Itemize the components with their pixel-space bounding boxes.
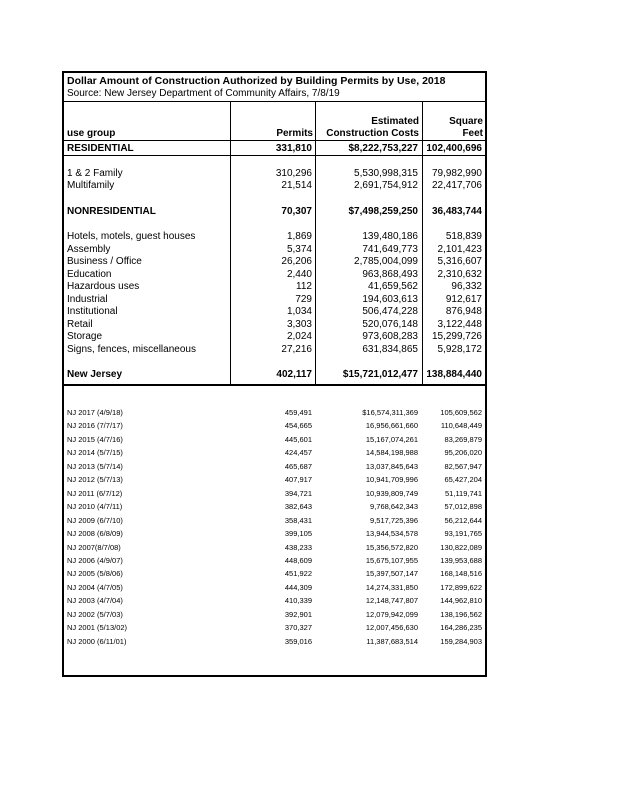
row-costs: 14,584,198,988	[365, 448, 418, 458]
history-row	[67, 636, 482, 647]
divider-title	[62, 101, 487, 102]
header-costs-line2: Construction Costs	[326, 128, 419, 139]
row-sqft: 130,822,089	[440, 542, 482, 552]
row-label: Institutional	[67, 306, 118, 317]
row-costs: 15,675,107,955	[365, 555, 418, 565]
table-row	[67, 319, 482, 331]
history-row	[67, 515, 482, 526]
row-costs: 15,397,507,147	[365, 569, 418, 579]
row-label: NJ 2003 (4/7/04)	[67, 596, 123, 606]
history-row	[67, 528, 482, 539]
row-permits: 112	[296, 281, 312, 292]
header-use-group: use group	[67, 128, 116, 139]
row-label: NJ 2015 (4/7/16)	[67, 434, 123, 444]
row-costs: 12,007,456,630	[365, 623, 418, 633]
row-permits: 407,917	[284, 475, 312, 485]
row-label: Retail	[67, 318, 93, 330]
row-sqft: 57,012,898	[444, 502, 482, 512]
row-sqft: 96,332	[451, 281, 482, 292]
row-label: NONRESIDENTIAL	[67, 206, 156, 217]
table-row	[67, 344, 482, 356]
history-row	[67, 609, 482, 620]
row-label: NJ 2001 (5/13/02)	[67, 623, 128, 633]
row-sqft: 139,953,688	[440, 555, 482, 565]
row-costs: 14,274,331,850	[365, 582, 418, 592]
row-permits: 27,216	[281, 343, 312, 355]
row-costs: 2,785,004,099	[354, 256, 418, 267]
row-permits: 444,309	[284, 582, 312, 592]
row-label: NJ 2017 (4/9/18)	[67, 408, 123, 417]
row-permits: 21,514	[281, 180, 312, 191]
row-sqft: 2,310,632	[437, 268, 482, 280]
row-permits: 410,339	[284, 596, 312, 606]
row-permits: 729	[295, 293, 312, 305]
row-costs: 12,079,942,099	[365, 609, 418, 619]
row-sqft: 83,269,879	[444, 434, 482, 444]
history-row	[67, 447, 482, 458]
row-permits: 2,024	[286, 331, 312, 342]
row-sqft: 51,119,741	[445, 488, 482, 498]
row-sqft: 65,427,204	[444, 475, 482, 485]
row-costs: 13,944,534,578	[365, 529, 418, 539]
row-costs: 11,387,683,514	[366, 636, 418, 646]
table-row-residential	[67, 143, 482, 155]
row-sqft: 36,483,744	[431, 206, 482, 217]
row-costs: 9,517,725,396	[370, 515, 418, 525]
history-row	[67, 407, 482, 418]
row-label: Storage	[67, 331, 103, 342]
row-permits: 5,374	[286, 243, 312, 255]
row-permits: 424,457	[284, 448, 312, 458]
row-costs: 973,608,283	[362, 331, 418, 342]
row-sqft: 172,899,622	[440, 582, 482, 592]
row-costs: $16,574,311,369	[362, 408, 418, 417]
header-sqft-line1: Square	[449, 116, 483, 127]
row-costs: 12,148,747,807	[365, 596, 418, 606]
row-sqft: 138,884,440	[426, 369, 482, 380]
row-sqft: 93,191,765	[444, 529, 482, 539]
row-permits: 2,440	[286, 268, 312, 280]
row-sqft: 15,299,726	[431, 331, 482, 342]
row-costs: 10,939,809,749	[365, 488, 418, 498]
row-sqft: 5,928,172	[437, 343, 482, 355]
row-permits: 392,901	[284, 609, 312, 619]
row-costs: 194,603,613	[362, 293, 418, 305]
row-label: NJ 2010 (4/7/11)	[67, 502, 123, 512]
row-sqft: 912,617	[445, 293, 482, 305]
header-permits: Permits	[276, 128, 313, 139]
table-row-nonresidential	[67, 206, 482, 218]
row-costs: 9,768,642,343	[370, 502, 418, 512]
row-permits: 402,117	[276, 369, 312, 380]
history-row	[67, 434, 482, 445]
row-label: NJ 2006 (4/9/07)	[67, 555, 123, 565]
row-label: Education	[67, 268, 112, 280]
divider-history	[62, 384, 487, 386]
row-costs: 13,037,845,643	[365, 461, 418, 471]
row-costs: 41,659,562	[367, 281, 418, 292]
row-sqft: 79,982,990	[431, 168, 482, 179]
row-permits: 331,810	[275, 143, 312, 154]
row-sqft: 164,286,235	[440, 623, 482, 633]
row-label: Assembly	[67, 243, 111, 255]
row-label: NJ 2004 (4/7/05)	[67, 582, 123, 592]
row-permits: 448,609	[284, 555, 312, 565]
row-permits: 445,601	[284, 434, 312, 444]
row-sqft: 5,316,607	[437, 256, 482, 267]
row-sqft: 168,148,516	[440, 569, 482, 579]
history-row	[67, 582, 482, 593]
history-row	[67, 542, 482, 553]
row-permits: 399,105	[284, 529, 312, 539]
row-sqft: 138,196,562	[440, 609, 482, 619]
row-permits: 454,665	[284, 421, 312, 431]
table-row	[67, 256, 482, 268]
row-costs: 15,167,074,261	[365, 434, 418, 444]
row-label: NJ 2002 (5/7/03)	[67, 609, 123, 619]
row-costs: 963,868,493	[362, 268, 418, 280]
table-row-state-total	[67, 369, 482, 381]
row-label: Hotels, motels, guest houses	[67, 231, 196, 242]
row-sqft: 518,839	[445, 231, 482, 242]
row-costs: 2,691,754,912	[354, 180, 418, 191]
history-row	[67, 622, 482, 633]
table-row	[67, 306, 482, 318]
header-costs-line1: Estimated	[371, 116, 419, 127]
table-row	[67, 269, 482, 281]
history-row	[67, 568, 482, 579]
row-label: NJ 2009 (6/7/10)	[67, 515, 123, 525]
row-label: NJ 2008 (6/8/09)	[67, 529, 123, 539]
history-row	[67, 595, 482, 606]
row-permits: 451,922	[284, 569, 312, 579]
row-sqft: 102,400,696	[426, 143, 482, 154]
row-sqft: 105,609,562	[440, 408, 482, 417]
row-label: NJ 2013 (5/7/14)	[67, 461, 123, 471]
table-row	[67, 294, 482, 306]
row-label: 1 & 2 Family	[67, 168, 123, 179]
history-row	[67, 488, 482, 499]
row-label: Signs, fences, miscellaneous	[67, 343, 196, 355]
row-sqft: 144,962,810	[440, 596, 482, 606]
table-row	[67, 244, 482, 256]
row-costs: 16,956,661,660	[365, 421, 418, 431]
divider-residential	[62, 155, 487, 156]
row-sqft: 56,212,644	[444, 515, 482, 525]
table-row	[67, 331, 482, 343]
row-permits: 465,687	[284, 461, 312, 471]
history-row	[67, 420, 482, 431]
row-costs: 15,356,572,820	[365, 542, 418, 552]
row-label: NJ 2007(8/7/08)	[67, 542, 121, 552]
row-permits: 1,869	[286, 231, 312, 242]
row-label: Industrial	[67, 293, 108, 305]
row-permits: 70,307	[281, 206, 312, 217]
row-label: New Jersey	[67, 369, 123, 380]
row-label: RESIDENTIAL	[67, 143, 134, 154]
row-label: NJ 2005 (5/8/06)	[67, 569, 123, 579]
row-costs: 741,649,773	[362, 243, 418, 255]
row-label: Multifamily	[67, 180, 115, 191]
row-label: NJ 2012 (5/7/13)	[67, 475, 123, 485]
row-sqft: 876,948	[445, 306, 482, 317]
row-permits: 438,233	[284, 542, 312, 552]
row-permits: 26,206	[281, 256, 312, 267]
row-permits: 3,303	[286, 318, 312, 330]
row-costs: 5,530,998,315	[354, 168, 418, 179]
history-row	[67, 555, 482, 566]
row-permits: 310,296	[275, 168, 312, 179]
row-sqft: 2,101,423	[437, 243, 482, 255]
row-costs: 10,941,709,996	[365, 475, 418, 485]
history-row	[67, 474, 482, 485]
row-costs: 631,834,865	[362, 343, 418, 355]
row-sqft: 22,417,706	[431, 180, 482, 191]
row-costs: 520,076,148	[362, 318, 418, 330]
row-label: Business / Office	[67, 256, 142, 267]
report-title: Dollar Amount of Construction Authorized by Building Permits by Use, 2018	[67, 75, 446, 87]
row-permits: 1,034	[286, 306, 312, 317]
row-costs: $15,721,012,477	[342, 369, 418, 380]
table-row	[67, 281, 482, 293]
row-permits: 459,491	[284, 408, 312, 417]
row-label: Hazardous uses	[67, 281, 140, 292]
row-label: NJ 2000 (6/11/01)	[67, 636, 127, 646]
row-label: NJ 2011 (6/7/12)	[67, 488, 123, 498]
table-row	[67, 168, 482, 180]
row-costs: $7,498,259,250	[348, 206, 418, 217]
row-label: NJ 2014 (5/7/15)	[67, 448, 123, 458]
row-sqft: 3,122,448	[437, 318, 482, 330]
row-costs: 139,480,186	[362, 231, 418, 242]
row-permits: 359,016	[284, 636, 312, 646]
row-costs: $8,222,753,227	[348, 143, 418, 154]
table-row	[67, 180, 482, 192]
divider-header	[62, 140, 487, 141]
row-label: NJ 2016 (7/7/17)	[67, 421, 123, 431]
row-permits: 370,327	[284, 623, 312, 633]
row-sqft: 159,284,903	[440, 636, 482, 646]
row-sqft: 95,206,020	[444, 448, 482, 458]
history-row	[67, 501, 482, 512]
row-permits: 358,431	[284, 515, 312, 525]
row-sqft: 110,648,449	[440, 421, 482, 431]
header-sqft-line2: Feet	[462, 128, 483, 139]
history-row	[67, 461, 482, 472]
row-permits: 382,643	[284, 502, 312, 512]
table-row	[67, 231, 482, 243]
row-costs: 506,474,228	[362, 306, 418, 317]
row-sqft: 82,567,947	[444, 461, 482, 471]
row-permits: 394,721	[284, 488, 312, 498]
report-source: Source: New Jersey Department of Community Affairs, 7/8/19	[67, 88, 340, 99]
